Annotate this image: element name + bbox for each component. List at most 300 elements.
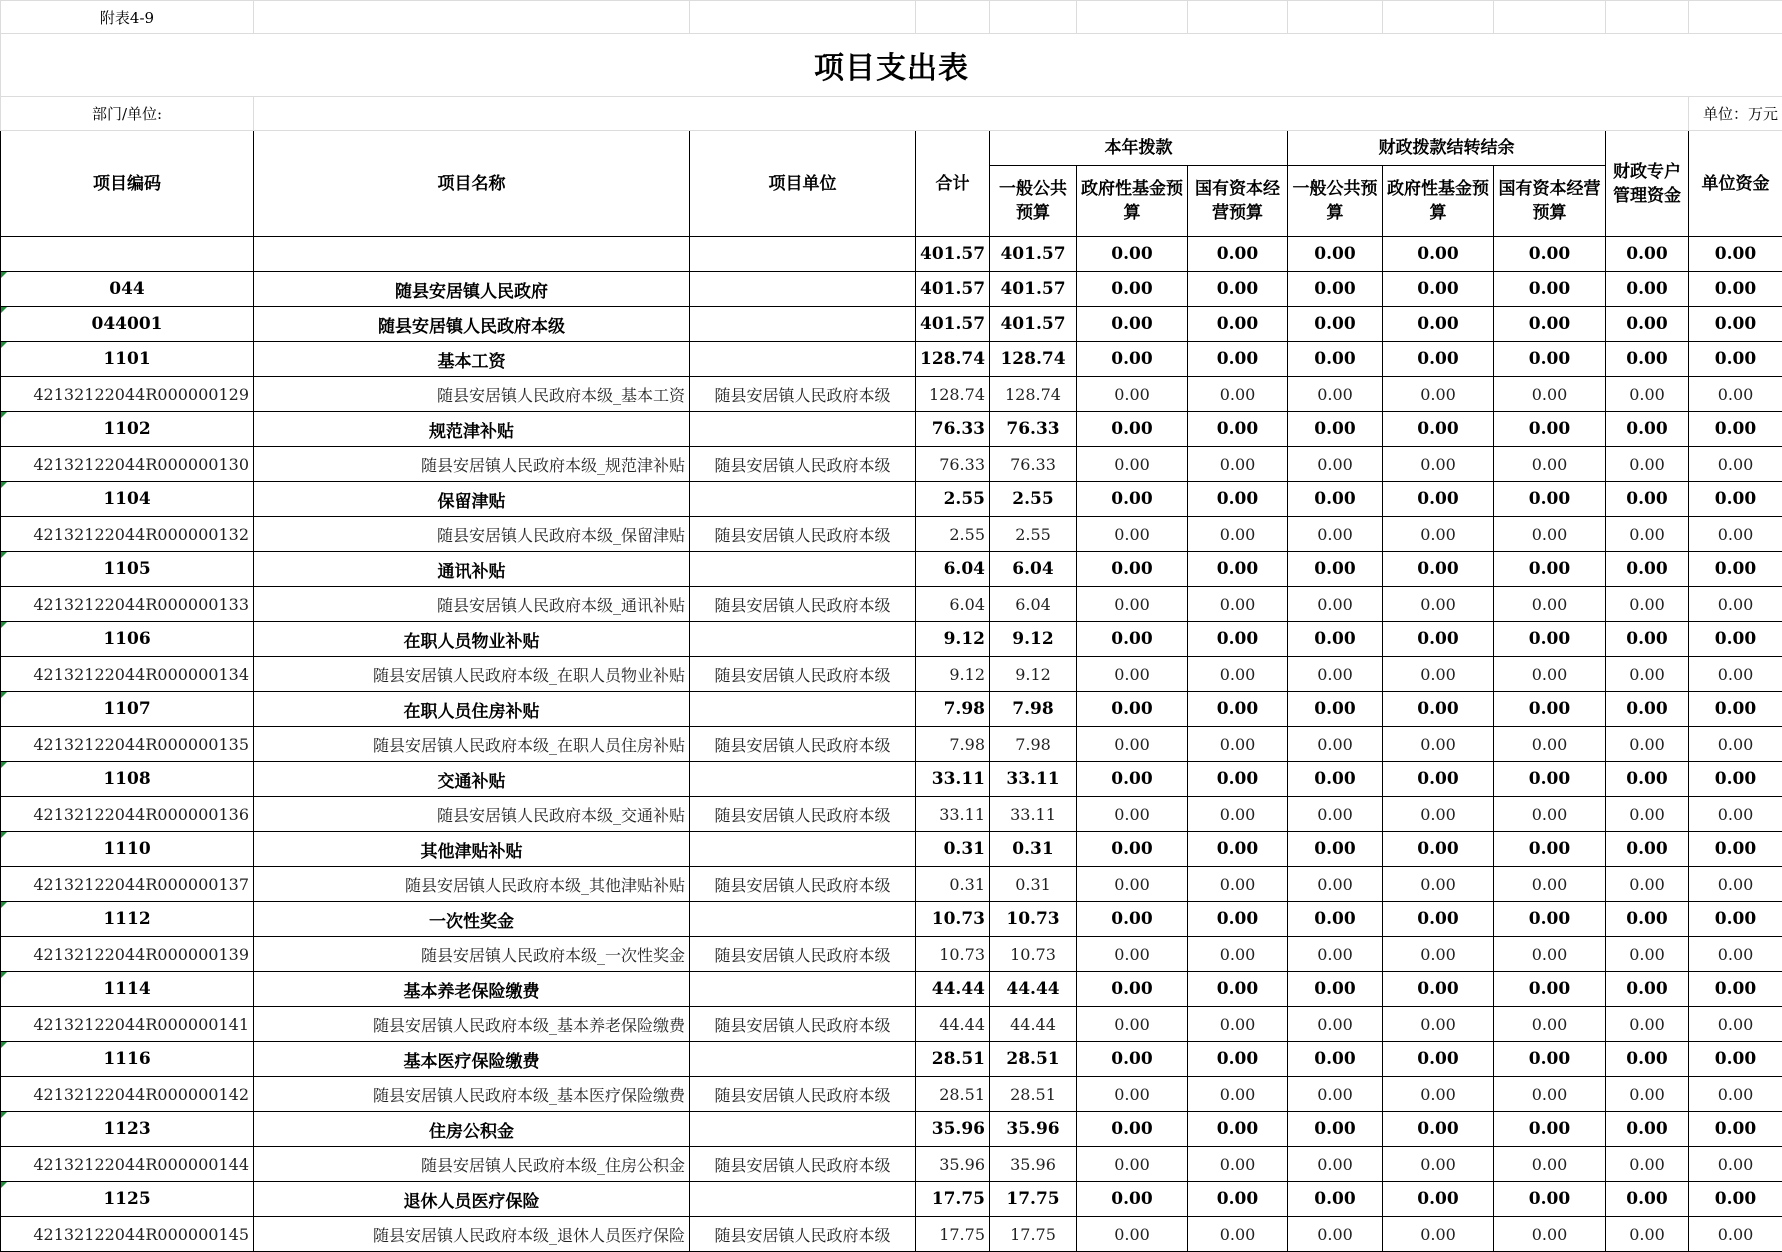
cell-cur-fund[interactable]: 0.00 bbox=[1077, 307, 1188, 342]
cell-carry-state[interactable]: 0.00 bbox=[1494, 622, 1606, 657]
cell-carry-fund[interactable]: 0.00 bbox=[1383, 1217, 1494, 1252]
cell-cur-fund[interactable]: 0.00 bbox=[1077, 447, 1188, 482]
cell-unit[interactable] bbox=[690, 272, 916, 307]
cell-cur-general[interactable]: 9.12 bbox=[990, 657, 1077, 692]
cell-cur-state[interactable]: 0.00 bbox=[1188, 342, 1288, 377]
cell-carry-state[interactable]: 0.00 bbox=[1494, 1007, 1606, 1042]
cell-special[interactable]: 0.00 bbox=[1606, 517, 1689, 552]
cell-self[interactable]: 0.00 bbox=[1689, 1112, 1782, 1147]
cell-carry-state[interactable]: 0.00 bbox=[1494, 832, 1606, 867]
cell-code[interactable] bbox=[1, 972, 254, 1007]
cell-total[interactable]: 7.98 bbox=[916, 727, 990, 762]
cell-cur-general[interactable]: 401.57 bbox=[990, 272, 1077, 307]
cell-total[interactable]: 35.96 bbox=[916, 1147, 990, 1182]
cell-special[interactable]: 0.00 bbox=[1606, 1147, 1689, 1182]
cell-carry-fund[interactable]: 0.00 bbox=[1383, 342, 1494, 377]
cell-code[interactable] bbox=[1, 762, 254, 797]
cell-carry-general[interactable]: 0.00 bbox=[1288, 1147, 1383, 1182]
cell-cur-fund[interactable]: 0.00 bbox=[1077, 972, 1188, 1007]
cell-special[interactable]: 0.00 bbox=[1606, 657, 1689, 692]
cell-carry-general[interactable]: 0.00 bbox=[1288, 1007, 1383, 1042]
cell-name[interactable]: 随县安居镇人民政府 bbox=[254, 272, 690, 307]
cell-special[interactable]: 0.00 bbox=[1606, 377, 1689, 412]
cell-code[interactable] bbox=[1, 692, 254, 727]
cell-total[interactable]: 2.55 bbox=[916, 517, 990, 552]
cell-carry-fund[interactable]: 0.00 bbox=[1383, 1147, 1494, 1182]
cell-total[interactable]: 9.12 bbox=[916, 622, 990, 657]
cell-carry-state[interactable]: 0.00 bbox=[1494, 1147, 1606, 1182]
cell-cur-fund[interactable]: 0.00 bbox=[1077, 272, 1188, 307]
cell-total[interactable]: 0.31 bbox=[916, 867, 990, 902]
cell-carry-fund[interactable]: 0.00 bbox=[1383, 657, 1494, 692]
cell-cur-state[interactable]: 0.00 bbox=[1188, 482, 1288, 517]
cell-carry-fund[interactable]: 0.00 bbox=[1383, 482, 1494, 517]
cell-special[interactable]: 0.00 bbox=[1606, 1182, 1689, 1217]
header-name[interactable]: 项目名称 bbox=[254, 131, 690, 237]
cell-self[interactable]: 0.00 bbox=[1689, 937, 1782, 972]
header-cur-state[interactable]: 国有资本经营预算 bbox=[1188, 166, 1288, 237]
cell-unit[interactable] bbox=[690, 902, 916, 937]
cell-unit[interactable] bbox=[690, 307, 916, 342]
unit-label[interactable]: 单位：万元 bbox=[1689, 97, 1782, 131]
cell-carry-general[interactable]: 0.00 bbox=[1288, 377, 1383, 412]
cell-total[interactable]: 33.11 bbox=[916, 762, 990, 797]
cell-name[interactable]: 基本医疗保险缴费 bbox=[254, 1042, 690, 1077]
cell-special[interactable]: 0.00 bbox=[1606, 552, 1689, 587]
cell-total[interactable]: 401.57 bbox=[916, 307, 990, 342]
cell-special[interactable]: 0.00 bbox=[1606, 237, 1689, 272]
cell-cur-fund[interactable]: 0.00 bbox=[1077, 377, 1188, 412]
cell-carry-state[interactable]: 0.00 bbox=[1494, 867, 1606, 902]
cell-carry-state[interactable]: 0.00 bbox=[1494, 1182, 1606, 1217]
cell-self[interactable]: 0.00 bbox=[1689, 1217, 1782, 1252]
cell-carry-fund[interactable]: 0.00 bbox=[1383, 517, 1494, 552]
cell-carry-fund[interactable]: 0.00 bbox=[1383, 1042, 1494, 1077]
cell-cur-fund[interactable]: 0.00 bbox=[1077, 762, 1188, 797]
cell-cur-general[interactable]: 0.31 bbox=[990, 867, 1077, 902]
cell-carry-general[interactable]: 0.00 bbox=[1288, 937, 1383, 972]
cell-name[interactable]: 随县安居镇人民政府本级_退休人员医疗保险 bbox=[254, 1217, 690, 1252]
cell-self[interactable]: 0.00 bbox=[1689, 447, 1782, 482]
cell-cur-fund[interactable]: 0.00 bbox=[1077, 482, 1188, 517]
cell-special[interactable]: 0.00 bbox=[1606, 412, 1689, 447]
cell-name[interactable]: 规范津补贴 bbox=[254, 412, 690, 447]
cell-cur-fund[interactable]: 0.00 bbox=[1077, 1147, 1188, 1182]
cell-cur-state[interactable]: 0.00 bbox=[1188, 972, 1288, 1007]
cell-unit[interactable] bbox=[690, 1182, 916, 1217]
cell-name[interactable]: 随县安居镇人民政府本级_在职人员物业补贴 bbox=[254, 657, 690, 692]
cell-self[interactable]: 0.00 bbox=[1689, 832, 1782, 867]
cell-total[interactable]: 76.33 bbox=[916, 412, 990, 447]
cell-cur-state[interactable]: 0.00 bbox=[1188, 1147, 1288, 1182]
header-carry-state[interactable]: 国有资本经营预算 bbox=[1494, 166, 1606, 237]
header-cur-general[interactable]: 一般公共预算 bbox=[990, 166, 1077, 237]
cell-name[interactable]: 保留津贴 bbox=[254, 482, 690, 517]
cell-cur-state[interactable]: 0.00 bbox=[1188, 832, 1288, 867]
cell-special[interactable]: 0.00 bbox=[1606, 622, 1689, 657]
cell-cur-state[interactable]: 0.00 bbox=[1188, 272, 1288, 307]
cell-cur-fund[interactable]: 0.00 bbox=[1077, 587, 1188, 622]
cell-self[interactable]: 0.00 bbox=[1689, 272, 1782, 307]
cell-cur-state[interactable]: 0.00 bbox=[1188, 447, 1288, 482]
cell-total[interactable]: 76.33 bbox=[916, 447, 990, 482]
cell-cur-fund[interactable]: 0.00 bbox=[1077, 937, 1188, 972]
cell-carry-general[interactable]: 0.00 bbox=[1288, 692, 1383, 727]
cell-cur-state[interactable]: 0.00 bbox=[1188, 937, 1288, 972]
cell-carry-general[interactable]: 0.00 bbox=[1288, 797, 1383, 832]
cell-cur-fund[interactable]: 0.00 bbox=[1077, 1007, 1188, 1042]
cell-carry-general[interactable]: 0.00 bbox=[1288, 727, 1383, 762]
cell-total[interactable]: 44.44 bbox=[916, 972, 990, 1007]
cell-self[interactable]: 0.00 bbox=[1689, 342, 1782, 377]
cell-name[interactable]: 退休人员医疗保险 bbox=[254, 1182, 690, 1217]
cell-cur-state[interactable]: 0.00 bbox=[1188, 692, 1288, 727]
cell-cur-fund[interactable]: 0.00 bbox=[1077, 342, 1188, 377]
cell-carry-state[interactable]: 0.00 bbox=[1494, 272, 1606, 307]
cell-carry-fund[interactable]: 0.00 bbox=[1383, 447, 1494, 482]
cell-code[interactable] bbox=[1, 727, 254, 762]
cell-carry-general[interactable]: 0.00 bbox=[1288, 832, 1383, 867]
cell-unit[interactable]: 随县安居镇人民政府本级 bbox=[690, 657, 916, 692]
cell-cur-state[interactable]: 0.00 bbox=[1188, 1007, 1288, 1042]
cell-code[interactable] bbox=[1, 797, 254, 832]
cell-carry-state[interactable]: 0.00 bbox=[1494, 657, 1606, 692]
cell-total[interactable]: 401.57 bbox=[916, 237, 990, 272]
cell-carry-general[interactable]: 0.00 bbox=[1288, 1077, 1383, 1112]
cell-code[interactable] bbox=[1, 1182, 254, 1217]
cell-self[interactable]: 0.00 bbox=[1689, 1042, 1782, 1077]
cell-self[interactable]: 0.00 bbox=[1689, 972, 1782, 1007]
cell-cur-fund[interactable]: 0.00 bbox=[1077, 1077, 1188, 1112]
cell-cur-general[interactable]: 33.11 bbox=[990, 762, 1077, 797]
cell-total[interactable]: 401.57 bbox=[916, 272, 990, 307]
cell-self[interactable]: 0.00 bbox=[1689, 1077, 1782, 1112]
cell-carry-general[interactable]: 0.00 bbox=[1288, 902, 1383, 937]
cell-name[interactable] bbox=[254, 237, 690, 272]
cell-carry-state[interactable]: 0.00 bbox=[1494, 937, 1606, 972]
cell-unit[interactable] bbox=[690, 342, 916, 377]
cell-special[interactable]: 0.00 bbox=[1606, 727, 1689, 762]
cell-cur-general[interactable]: 28.51 bbox=[990, 1042, 1077, 1077]
cell-self[interactable]: 0.00 bbox=[1689, 867, 1782, 902]
cell-carry-fund[interactable]: 0.00 bbox=[1383, 622, 1494, 657]
cell-total[interactable]: 10.73 bbox=[916, 902, 990, 937]
cell-cur-state[interactable]: 0.00 bbox=[1188, 797, 1288, 832]
cell-total[interactable]: 10.73 bbox=[916, 937, 990, 972]
cell-cur-general[interactable]: 33.11 bbox=[990, 797, 1077, 832]
cell-self[interactable]: 0.00 bbox=[1689, 1182, 1782, 1217]
cell-name[interactable]: 通讯补贴 bbox=[254, 552, 690, 587]
cell-self[interactable]: 0.00 bbox=[1689, 657, 1782, 692]
cell-cur-general[interactable]: 0.31 bbox=[990, 832, 1077, 867]
cell-code[interactable] bbox=[1, 307, 254, 342]
cell-special[interactable]: 0.00 bbox=[1606, 587, 1689, 622]
cell-name[interactable]: 随县安居镇人民政府本级_基本养老保险缴费 bbox=[254, 1007, 690, 1042]
cell-cur-state[interactable]: 0.00 bbox=[1188, 1182, 1288, 1217]
cell-self[interactable]: 0.00 bbox=[1689, 307, 1782, 342]
cell-unit[interactable] bbox=[690, 762, 916, 797]
cell-carry-fund[interactable]: 0.00 bbox=[1383, 1112, 1494, 1147]
cell-carry-state[interactable]: 0.00 bbox=[1494, 587, 1606, 622]
cell-carry-fund[interactable]: 0.00 bbox=[1383, 1077, 1494, 1112]
cell-unit[interactable] bbox=[690, 972, 916, 1007]
cell-carry-state[interactable]: 0.00 bbox=[1494, 797, 1606, 832]
cell-carry-state[interactable]: 0.00 bbox=[1494, 342, 1606, 377]
cell-name[interactable]: 随县安居镇人民政府本级_住房公积金 bbox=[254, 1147, 690, 1182]
cell-carry-general[interactable]: 0.00 bbox=[1288, 307, 1383, 342]
cell-code[interactable] bbox=[1, 587, 254, 622]
cell-self[interactable]: 0.00 bbox=[1689, 797, 1782, 832]
cell-cur-state[interactable]: 0.00 bbox=[1188, 1217, 1288, 1252]
cell-unit[interactable] bbox=[690, 692, 916, 727]
cell-code[interactable] bbox=[1, 447, 254, 482]
cell-special[interactable]: 0.00 bbox=[1606, 832, 1689, 867]
cell-code[interactable] bbox=[1, 867, 254, 902]
cell-self[interactable]: 0.00 bbox=[1689, 622, 1782, 657]
cell-carry-fund[interactable]: 0.00 bbox=[1383, 727, 1494, 762]
header-carry-general[interactable]: 一般公共预算 bbox=[1288, 166, 1383, 237]
cell-carry-general[interactable]: 0.00 bbox=[1288, 867, 1383, 902]
cell-cur-general[interactable]: 2.55 bbox=[990, 517, 1077, 552]
cell-cur-fund[interactable]: 0.00 bbox=[1077, 552, 1188, 587]
cell-carry-general[interactable]: 0.00 bbox=[1288, 412, 1383, 447]
cell-total[interactable]: 6.04 bbox=[916, 587, 990, 622]
cell-cur-state[interactable]: 0.00 bbox=[1188, 1077, 1288, 1112]
cell-cur-general[interactable]: 6.04 bbox=[990, 552, 1077, 587]
cell-carry-general[interactable]: 0.00 bbox=[1288, 972, 1383, 1007]
cell-cur-general[interactable]: 17.75 bbox=[990, 1217, 1077, 1252]
cell-carry-state[interactable]: 0.00 bbox=[1494, 447, 1606, 482]
cell-cur-state[interactable]: 0.00 bbox=[1188, 867, 1288, 902]
cell-cur-state[interactable]: 0.00 bbox=[1188, 377, 1288, 412]
cell-special[interactable]: 0.00 bbox=[1606, 692, 1689, 727]
cell-code[interactable] bbox=[1, 937, 254, 972]
cell-carry-state[interactable]: 0.00 bbox=[1494, 1077, 1606, 1112]
attachment-label[interactable]: 附表4-9 bbox=[1, 1, 254, 34]
cell-carry-state[interactable]: 0.00 bbox=[1494, 517, 1606, 552]
cell-cur-fund[interactable]: 0.00 bbox=[1077, 692, 1188, 727]
header-carry-fund[interactable]: 政府性基金预算 bbox=[1383, 166, 1494, 237]
cell-self[interactable]: 0.00 bbox=[1689, 482, 1782, 517]
cell-unit[interactable]: 随县安居镇人民政府本级 bbox=[690, 587, 916, 622]
cell-self[interactable]: 0.00 bbox=[1689, 692, 1782, 727]
cell-code[interactable] bbox=[1, 552, 254, 587]
cell-total[interactable]: 128.74 bbox=[916, 377, 990, 412]
cell-carry-fund[interactable]: 0.00 bbox=[1383, 412, 1494, 447]
cell-special[interactable]: 0.00 bbox=[1606, 1217, 1689, 1252]
cell-code[interactable] bbox=[1, 342, 254, 377]
cell-carry-state[interactable]: 0.00 bbox=[1494, 1217, 1606, 1252]
cell-carry-general[interactable]: 0.00 bbox=[1288, 1112, 1383, 1147]
cell-code[interactable] bbox=[1, 1007, 254, 1042]
cell-cur-state[interactable]: 0.00 bbox=[1188, 622, 1288, 657]
cell-carry-general[interactable]: 0.00 bbox=[1288, 272, 1383, 307]
cell-name[interactable]: 在职人员物业补贴 bbox=[254, 622, 690, 657]
cell-unit[interactable] bbox=[690, 412, 916, 447]
cell-carry-general[interactable]: 0.00 bbox=[1288, 552, 1383, 587]
cell-cur-state[interactable]: 0.00 bbox=[1188, 552, 1288, 587]
cell-cur-general[interactable]: 35.96 bbox=[990, 1112, 1077, 1147]
cell-carry-fund[interactable]: 0.00 bbox=[1383, 937, 1494, 972]
cell-code[interactable] bbox=[1, 1217, 254, 1252]
cell-name[interactable]: 随县安居镇人民政府本级_通讯补贴 bbox=[254, 587, 690, 622]
cell-special[interactable]: 0.00 bbox=[1606, 1112, 1689, 1147]
cell-carry-general[interactable]: 0.00 bbox=[1288, 622, 1383, 657]
page-title[interactable]: 项目支出表 bbox=[1, 34, 1782, 97]
cell-special[interactable]: 0.00 bbox=[1606, 1042, 1689, 1077]
cell-total[interactable]: 33.11 bbox=[916, 797, 990, 832]
header-special[interactable]: 财政专户管理资金 bbox=[1606, 131, 1689, 237]
cell-name[interactable]: 随县安居镇人民政府本级_规范津补贴 bbox=[254, 447, 690, 482]
cell-special[interactable]: 0.00 bbox=[1606, 447, 1689, 482]
cell-unit[interactable]: 随县安居镇人民政府本级 bbox=[690, 1147, 916, 1182]
cell-special[interactable]: 0.00 bbox=[1606, 1007, 1689, 1042]
cell-unit[interactable] bbox=[690, 237, 916, 272]
cell-cur-state[interactable]: 0.00 bbox=[1188, 727, 1288, 762]
cell-carry-general[interactable]: 0.00 bbox=[1288, 762, 1383, 797]
cell-cur-state[interactable]: 0.00 bbox=[1188, 1042, 1288, 1077]
cell-unit[interactable] bbox=[690, 622, 916, 657]
cell-cur-state[interactable]: 0.00 bbox=[1188, 762, 1288, 797]
cell-unit[interactable] bbox=[690, 482, 916, 517]
cell-cur-state[interactable]: 0.00 bbox=[1188, 902, 1288, 937]
cell-cur-general[interactable]: 44.44 bbox=[990, 972, 1077, 1007]
cell-name[interactable]: 基本养老保险缴费 bbox=[254, 972, 690, 1007]
cell-carry-fund[interactable]: 0.00 bbox=[1383, 972, 1494, 1007]
cell-carry-fund[interactable]: 0.00 bbox=[1383, 797, 1494, 832]
cell-cur-fund[interactable]: 0.00 bbox=[1077, 867, 1188, 902]
cell-code[interactable] bbox=[1, 1042, 254, 1077]
cell-unit[interactable]: 随县安居镇人民政府本级 bbox=[690, 867, 916, 902]
cell-cur-fund[interactable]: 0.00 bbox=[1077, 517, 1188, 552]
cell-self[interactable]: 0.00 bbox=[1689, 727, 1782, 762]
cell-carry-fund[interactable]: 0.00 bbox=[1383, 587, 1494, 622]
cell-total[interactable]: 128.74 bbox=[916, 342, 990, 377]
cell-cur-fund[interactable]: 0.00 bbox=[1077, 412, 1188, 447]
cell-carry-state[interactable]: 0.00 bbox=[1494, 412, 1606, 447]
cell-unit[interactable]: 随县安居镇人民政府本级 bbox=[690, 1077, 916, 1112]
cell-carry-general[interactable]: 0.00 bbox=[1288, 587, 1383, 622]
cell-code[interactable] bbox=[1, 237, 254, 272]
cell-cur-fund[interactable]: 0.00 bbox=[1077, 1217, 1188, 1252]
cell-carry-general[interactable]: 0.00 bbox=[1288, 1042, 1383, 1077]
cell-self[interactable]: 0.00 bbox=[1689, 377, 1782, 412]
cell-cur-general[interactable]: 7.98 bbox=[990, 727, 1077, 762]
cell-self[interactable]: 0.00 bbox=[1689, 902, 1782, 937]
cell-code[interactable] bbox=[1, 517, 254, 552]
cell-carry-fund[interactable]: 0.00 bbox=[1383, 867, 1494, 902]
cell-carry-general[interactable]: 0.00 bbox=[1288, 1217, 1383, 1252]
cell-total[interactable]: 9.12 bbox=[916, 657, 990, 692]
cell-special[interactable]: 0.00 bbox=[1606, 797, 1689, 832]
cell-cur-general[interactable]: 10.73 bbox=[990, 937, 1077, 972]
cell-name[interactable]: 交通补贴 bbox=[254, 762, 690, 797]
cell-cur-state[interactable]: 0.00 bbox=[1188, 1112, 1288, 1147]
cell-cur-general[interactable]: 9.12 bbox=[990, 622, 1077, 657]
cell-total[interactable]: 6.04 bbox=[916, 552, 990, 587]
cell-cur-general[interactable]: 76.33 bbox=[990, 412, 1077, 447]
cell-total[interactable]: 17.75 bbox=[916, 1182, 990, 1217]
header-code[interactable]: 项目编码 bbox=[1, 131, 254, 237]
cell-cur-state[interactable]: 0.00 bbox=[1188, 657, 1288, 692]
cell-code[interactable] bbox=[1, 482, 254, 517]
cell-unit[interactable]: 随县安居镇人民政府本级 bbox=[690, 377, 916, 412]
cell-total[interactable]: 35.96 bbox=[916, 1112, 990, 1147]
cell-carry-general[interactable]: 0.00 bbox=[1288, 1182, 1383, 1217]
cell-unit[interactable]: 随县安居镇人民政府本级 bbox=[690, 1007, 916, 1042]
cell-code[interactable] bbox=[1, 1147, 254, 1182]
cell-unit[interactable] bbox=[690, 1042, 916, 1077]
cell-carry-fund[interactable]: 0.00 bbox=[1383, 272, 1494, 307]
cell-total[interactable]: 44.44 bbox=[916, 1007, 990, 1042]
cell-code[interactable] bbox=[1, 377, 254, 412]
cell-special[interactable]: 0.00 bbox=[1606, 307, 1689, 342]
cell-cur-fund[interactable]: 0.00 bbox=[1077, 657, 1188, 692]
header-total[interactable]: 合计 bbox=[916, 131, 990, 237]
cell-self[interactable]: 0.00 bbox=[1689, 237, 1782, 272]
dept-label[interactable]: 部门/单位: bbox=[1, 97, 254, 131]
cell-total[interactable]: 28.51 bbox=[916, 1077, 990, 1112]
cell-carry-state[interactable]: 0.00 bbox=[1494, 237, 1606, 272]
cell-carry-general[interactable]: 0.00 bbox=[1288, 237, 1383, 272]
cell-carry-fund[interactable]: 0.00 bbox=[1383, 307, 1494, 342]
cell-carry-fund[interactable]: 0.00 bbox=[1383, 377, 1494, 412]
cell-carry-general[interactable]: 0.00 bbox=[1288, 342, 1383, 377]
cell-carry-fund[interactable]: 0.00 bbox=[1383, 692, 1494, 727]
cell-cur-fund[interactable]: 0.00 bbox=[1077, 1182, 1188, 1217]
cell-name[interactable]: 随县安居镇人民政府本级_一次性奖金 bbox=[254, 937, 690, 972]
cell-carry-fund[interactable]: 0.00 bbox=[1383, 552, 1494, 587]
cell-unit[interactable] bbox=[690, 552, 916, 587]
cell-name[interactable]: 随县安居镇人民政府本级_在职人员住房补贴 bbox=[254, 727, 690, 762]
cell-carry-state[interactable]: 0.00 bbox=[1494, 1112, 1606, 1147]
cell-special[interactable]: 0.00 bbox=[1606, 972, 1689, 1007]
cell-cur-general[interactable]: 76.33 bbox=[990, 447, 1077, 482]
cell-self[interactable]: 0.00 bbox=[1689, 517, 1782, 552]
cell-code[interactable] bbox=[1, 272, 254, 307]
cell-self[interactable]: 0.00 bbox=[1689, 587, 1782, 622]
cell-carry-fund[interactable]: 0.00 bbox=[1383, 1182, 1494, 1217]
cell-cur-fund[interactable]: 0.00 bbox=[1077, 622, 1188, 657]
cell-total[interactable]: 17.75 bbox=[916, 1217, 990, 1252]
cell-carry-fund[interactable]: 0.00 bbox=[1383, 762, 1494, 797]
cell-carry-fund[interactable]: 0.00 bbox=[1383, 832, 1494, 867]
cell-carry-state[interactable]: 0.00 bbox=[1494, 972, 1606, 1007]
cell-total[interactable]: 7.98 bbox=[916, 692, 990, 727]
cell-special[interactable]: 0.00 bbox=[1606, 482, 1689, 517]
cell-cur-general[interactable]: 401.57 bbox=[990, 237, 1077, 272]
cell-unit[interactable]: 随县安居镇人民政府本级 bbox=[690, 1217, 916, 1252]
header-group-current[interactable]: 本年拨款 bbox=[990, 131, 1288, 166]
cell-carry-fund[interactable]: 0.00 bbox=[1383, 1007, 1494, 1042]
cell-unit[interactable] bbox=[690, 1112, 916, 1147]
cell-total[interactable]: 0.31 bbox=[916, 832, 990, 867]
cell-code[interactable] bbox=[1, 412, 254, 447]
cell-special[interactable]: 0.00 bbox=[1606, 867, 1689, 902]
cell-special[interactable]: 0.00 bbox=[1606, 902, 1689, 937]
cell-code[interactable] bbox=[1, 657, 254, 692]
cell-cur-general[interactable]: 2.55 bbox=[990, 482, 1077, 517]
cell-carry-state[interactable]: 0.00 bbox=[1494, 1042, 1606, 1077]
cell-cur-fund[interactable]: 0.00 bbox=[1077, 797, 1188, 832]
cell-code[interactable] bbox=[1, 832, 254, 867]
cell-unit[interactable]: 随县安居镇人民政府本级 bbox=[690, 937, 916, 972]
cell-cur-fund[interactable]: 0.00 bbox=[1077, 727, 1188, 762]
cell-cur-general[interactable]: 7.98 bbox=[990, 692, 1077, 727]
cell-code[interactable] bbox=[1, 622, 254, 657]
cell-cur-general[interactable]: 17.75 bbox=[990, 1182, 1077, 1217]
cell-unit[interactable]: 随县安居镇人民政府本级 bbox=[690, 727, 916, 762]
